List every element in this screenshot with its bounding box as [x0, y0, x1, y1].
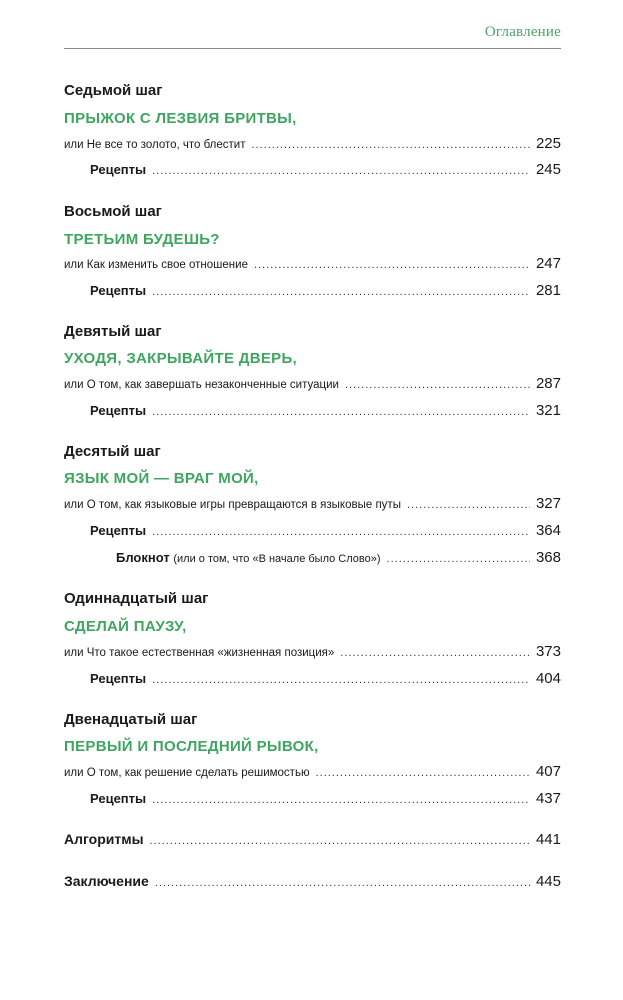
- toc-entry-subtitle[interactable]: [64, 643, 561, 660]
- toc-entry-conclusion[interactable]: [64, 873, 561, 890]
- step-heading: Одиннадцатый шаг: [64, 590, 209, 607]
- toc-entry-recipes[interactable]: [90, 522, 561, 539]
- step-heading: Девятый шаг: [64, 323, 162, 340]
- page-number: 287: [535, 375, 561, 392]
- leader-dots: [152, 165, 530, 177]
- page-number: 404: [535, 670, 561, 687]
- running-header-title: Оглавление: [484, 24, 561, 40]
- step-heading: Седьмой шаг: [64, 82, 163, 99]
- page-number: 368: [535, 549, 561, 566]
- notebook-note: (или о том, что «В начале было Слово»): [173, 553, 381, 565]
- toc-entry-subtitle[interactable]: [64, 375, 561, 392]
- notebook-label: Блокнот: [116, 550, 170, 565]
- page-number: 247: [535, 255, 561, 272]
- page-number: 445: [535, 873, 561, 890]
- entry-label: или О том, как решение сделать решимостью: [64, 767, 310, 779]
- toc-entry-algorithms[interactable]: [64, 831, 561, 848]
- toc-entry-subtitle[interactable]: [64, 135, 561, 152]
- page-number: 281: [535, 282, 561, 299]
- toc-entry-recipes[interactable]: [90, 790, 561, 807]
- chapter-title: СДЕЛАЙ ПАУЗУ,: [64, 618, 187, 635]
- chapter-title: ТРЕТЬИМ БУДЕШЬ?: [64, 231, 220, 248]
- chapter-title: ЯЗЫК МОЙ — ВРАГ МОЙ,: [64, 470, 259, 487]
- step-heading: Десятый шаг: [64, 443, 161, 460]
- step-heading: Восьмой шаг: [64, 203, 162, 220]
- entry-label: или Как изменить свое отношение: [64, 259, 248, 271]
- toc-entry-notebook[interactable]: [116, 549, 561, 566]
- entry-label: или Что такое естественная «жизненная позиция»: [64, 647, 335, 659]
- toc-entry-subtitle[interactable]: [64, 495, 561, 512]
- leader-dots: [155, 877, 530, 889]
- leader-dots: [407, 499, 530, 511]
- toc-entry-recipes[interactable]: [90, 282, 561, 299]
- page-number: 245: [535, 161, 561, 178]
- leader-dots: [152, 794, 530, 806]
- entry-label: Рецепты: [90, 283, 147, 298]
- leader-dots: [345, 379, 530, 391]
- leader-dots: [152, 674, 530, 686]
- toc-entry-subtitle[interactable]: [64, 255, 561, 272]
- leader-dots: [316, 767, 530, 779]
- chapter-title: УХОДЯ, ЗАКРЫВАЙТЕ ДВЕРЬ,: [64, 350, 298, 367]
- entry-label: или Не все то золото, что блестит: [64, 139, 246, 151]
- entry-label: Алгоритмы: [64, 831, 144, 847]
- leader-dots: [387, 553, 530, 565]
- chapter-title: ПРЫЖОК С ЛЕЗВИЯ БРИТВЫ,: [64, 110, 297, 127]
- toc-entry-recipes[interactable]: [90, 402, 561, 419]
- entry-label: Заключение: [64, 873, 149, 889]
- page-number: 321: [535, 402, 561, 419]
- entry-label: Рецепты: [90, 791, 147, 806]
- entry-label: или О том, как языковые игры превращаются в языковые путы: [64, 499, 401, 511]
- entry-label: Рецепты: [90, 671, 147, 686]
- page-number: 327: [535, 495, 561, 512]
- leader-dots: [252, 139, 530, 151]
- leader-dots: [152, 406, 530, 418]
- leader-dots: [152, 526, 530, 538]
- entry-label: Рецепты: [90, 403, 147, 418]
- leader-dots: [254, 259, 530, 271]
- entry-label: Рецепты: [90, 523, 147, 538]
- step-heading: Двенадцатый шаг: [64, 711, 198, 728]
- page-number: 364: [535, 522, 561, 539]
- entry-label: [116, 550, 381, 565]
- toc-entry-recipes[interactable]: [90, 670, 561, 687]
- page-number: 437: [535, 790, 561, 807]
- leader-dots: [150, 835, 530, 847]
- toc-entry-recipes[interactable]: [90, 161, 561, 178]
- page-number: 225: [535, 135, 561, 152]
- header-rule: [64, 48, 561, 49]
- leader-dots: [152, 286, 530, 298]
- chapter-title: ПЕРВЫЙ И ПОСЛЕДНИЙ РЫВОК,: [64, 738, 319, 755]
- leader-dots: [340, 647, 530, 659]
- page-number: 373: [535, 643, 561, 660]
- entry-label: Рецепты: [90, 162, 147, 177]
- page-number: 407: [535, 763, 561, 780]
- entry-label: или О том, как завершать незаконченные ситуации: [64, 379, 339, 391]
- toc-entry-subtitle[interactable]: [64, 763, 561, 780]
- page-number: 441: [535, 831, 561, 848]
